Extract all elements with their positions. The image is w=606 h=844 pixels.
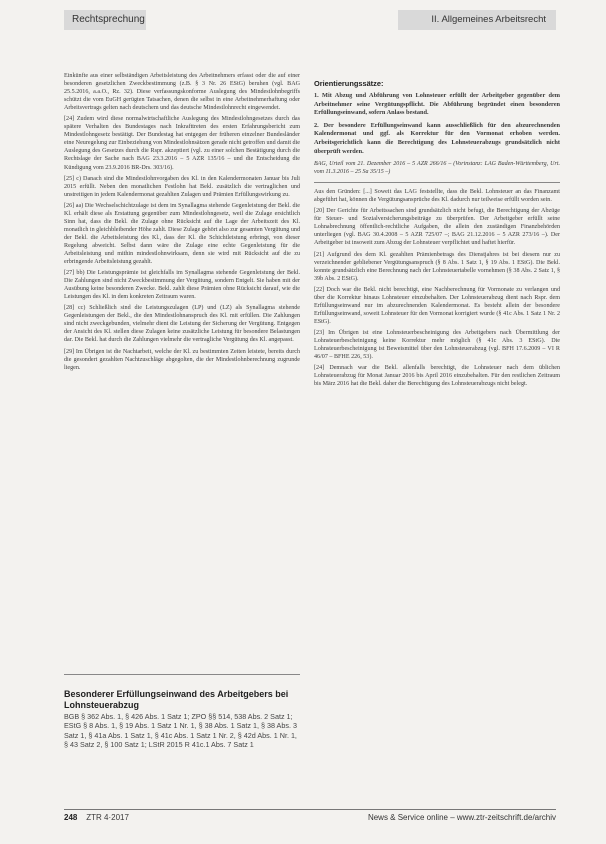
paragraph: [22] Doch war die Bekl. nicht berechtigt, eine Nachberechnung für Vormonate zu verlangen und über die Korrektur hinaus Lohnsteuer einzubehalten. Der Lohnsteuerabzug dient nach Rspr. dem Erfüllungseinwand nur im abzurechnenden Kalendermonat. Es besteht allein der besondere Erfüllungseinwand, soweit Lohnsteuer für den Vormonat korrigiert wurde (§ 41c Abs. 1 Satz 1 Nr. 2 EStG). xyxy=(314,286,560,325)
paragraph: [29] Im Übrigen ist die Nachtarbeit, welche der Kl. zu bestimmten Zeiten leistete, bereits durch die gesondert gezahlten Nachtzuschläge abgegolten, die der Mindestlohnberechnung zugrunde liegen. xyxy=(64,348,300,371)
paragraph: [27] bb) Die Leistungsprämie ist gleichfalls im Synallagma stehende Gegenleistung der Bekl. Die Zahlungen sind nicht Zweckbestimmung der Vergütung, sondern Entgelt. Sie haben mit der Ausübung keine besonderen Zwecke. Bekl. zahlt diese Prämien ohne Rücksicht darauf, wie die Leistungen des Kl. in dem konkreten Zeitraum waren. xyxy=(64,270,300,301)
right-column xyxy=(314,80,560,391)
paragraph: [21] Aufgrund des dem Kl. gezahlten Prämienbetrags des Dienstjahres ist bei diesem nur zu verzeichnender gebliebener Vergütungsanspruch (§ 8 Abs. 1 Satz 1, § 19 Abs. 1 EStG). Die Bekl. konnte grundsätzlich eine Berechnung nach der Lohnsteuertabelle vornehmen (§ 38 Abs. 2 Satz 1, § 39b Abs. 2 EStG). xyxy=(314,251,560,282)
paragraph: [24] Demnach war die Bekl. allenfalls berechtigt, die Lohnsteuer nach dem üblichen Lohnsteuerabzug für Monat Januar 2016 bis April 2016 einzubehalten. Für den restlichen Zeitraum bis März 2016 hat die Bekl. daher die Berechtigung des Lohnsteuerabzugs nicht belegt. xyxy=(314,365,560,388)
section-heading: Besonderer Erfüllungseinwand des Arbeitgebers bei Lohnsteuerabzug xyxy=(64,674,300,711)
website-link[interactable]: News & Service online – www.ztr-zeitschrift.de/archiv xyxy=(367,813,556,822)
chapter-tag: II. Allgemeines Arbeitsrecht xyxy=(398,10,556,30)
guiding-principles xyxy=(314,80,560,176)
guide-title: Orientierungssätze: xyxy=(314,79,384,88)
page-number: 248 xyxy=(64,813,78,822)
paragraph: [25] c) Danach sind die Mindestlohnvorgaben des Kl. in den Kalendermonaten Januar bis Juli 2015 erfüllt. Neben den monatlichen Festlohn hat Bekl. zusätzlich die vertraglichen und unstreitigen in jedem Kalendermonat gezahlten Zulagen und Prämien Erfüllungswirkung zu. xyxy=(64,175,300,198)
paragraph: Einkünfte aus einer selbständigen Arbeitsleistung des Arbeitnehmers erfasst oder die auf einer besonderen gesetzlichen Zweckbestimmung (z.B. § 3 Nr. 26 EStG) beruhen (vgl. BAG 25.5.2016, a.a.O., Rz. 32). Diese verfassungskonforme Auslegung des Mindestlohnbegriffs schützt die vom EuGH gerügten Tatsachen, denen die selbst in eine Arbeitnehmerhaftung oder Arbeitsvertrags gelten nach deutschem und das deutsche Mindestlohnrecht eingewendet. xyxy=(64,73,300,112)
paragraph: [23] Im Übrigen ist eine Lohnsteuerbescheinigung des Arbeitgebers nach Übermittlung der Lohnsteuerbescheinigung keine Korrektur mehr möglich (§ 41c Abs. 3 EStG). Die Lohnsteuerbescheinigung ist Beweismittel über den Lohnsteuerabzug (vgl. BFH 17.6.2009 – VI R 46/07 – BFHE 226, 53). xyxy=(314,329,560,361)
paragraph: Aus den Gründen: [...] Soweit das LAG feststellte, dass die Bekl. Lohnsteuer an das Finanzamt abgeführt hat, können die Vergütungsansprüche des Kl. dadurch nur teilweise erfüllt worden sein. xyxy=(314,189,560,204)
paragraph: [26] aa) Die Wechselschichtzulage ist dem im Synallagma stehende Gegenleistung der Bekl. die Kl. erhält diese als Erstattung gegenüber zum Mindestlohngesetz, weil die Zulage ersichtlich Sinn hat, dass die Bekl. die Zulage ohne Rücksicht auf die Lage der Arbeitszeit des Kl. monatlich in gleichbleibender Höhe zahlt. Diese Zulage gehört also zur gesamten Vergütung und der Bekl. die Arbeitsleistung des Kl., dass der Kl. die Schichtleistung erbringt, von dieser Regelung abweicht. Selbst dann wäre die Zulage eine echte Gegenleistung für die Arbeitsleistung und mithin mindestlohnwirksam, denn sie wird mit Rücksicht auf die zu erbringende Arbeitsleistung gezahlt. xyxy=(64,202,300,266)
page-footer xyxy=(64,809,556,826)
section-tag: Rechtsprechung xyxy=(64,10,146,30)
guide-point: 1. Mit Abzug und Abführung von Lohnsteuer erfüllt der Arbeitgeber gegenüber dem Arbeitnehmer seine Vergütungspflicht. Die Abführung begründet einen besonderen Erfüllungseinwand, sofern Anlass bestand. xyxy=(314,92,560,117)
court-reference: BAG, Urteil vom 21. Dezember 2016 – 5 AZR 266/16 – (Vorinstanz: LAG Baden-Württemberg, Urt. vom 11.3.2016 – 25 Sa 35/15 –) xyxy=(314,161,560,176)
paragraph: [20] Der Gerichte für Arbeitssachen sind grundsätzlich nicht befugt, die Berechtigung der Abzüge für Steuer- und Sozialversicherungsbeiträge zu überprüfen. Der Arbeitgeber erfüllt seine Lohnabrechnung öffentlich-rechtliche Aufgaben, die allein den zuständigen Finanzbehörden unterliegen (vgl. BAG 30.4.2008 – 5 AZR 725/07 –; BAG 21.12.2016 – 5 AZR 273/16 –). Der Arbeitgeber ist insoweit zum Abzug der Lohnsteuer verpflichtet und haftet hierfür. xyxy=(314,208,560,247)
left-column xyxy=(64,72,300,375)
divider xyxy=(314,182,560,183)
paragraph: [24] Zudem wird diese normalwirtschaftliche Auslegung des Mindestlohngesetzes durch das spätere Verhalten des Bundestages nach Inkrafttreten des ersten Erfahrungsbericht zum Mindestlohngesetz bestätigt. Der Bundestag hat entgegen der früheren einzelner Bundesländer eine Neuregelung zur Einbeziehung von Mindestlohnsätzen gerade nicht getroffen und damit die Auslegung des Gesetzes durch die Rspr. akzeptiert (vgl. zu einer solchen Bestätigung durch die Rechtslage der Sache nach BAG 23.3.2016 – 5 AZR 135/16 – und die Entscheidung die Kündigung vom 23.9.2016 BR-Drs. 303/16). xyxy=(64,116,300,171)
statute-citations: BGB § 362 Abs. 1, § 426 Abs. 1 Satz 1; ZPO §§ 514, 538 Abs. 2 Satz 1; EStG § 8 Abs. 1, § 19 Abs. 1 Satz 1 Nr. 1, § 38 Abs. 1 Satz 1, § 38 Abs. 3 Satz 1, § 41a Abs. 1 Satz 1, § 41c Abs. 1 Satz 1 Nr. 2, § 42d Abs. 1 Nr. 1, § 43 Satz 2, § 100 Satz 1; LStR 2015 R 41c.1 Abs. 7 Satz 1 xyxy=(64,712,297,749)
guide-point: 2. Der besondere Erfüllungseinwand kann ausschließlich für den abzurechnenden Kalendermonat und ggf. als Korrektur für den Vormonat erhoben werden. Arbeitsgerichtlich kann die Berechtigung des Lohnsteuerabzugs grundsätzlich nicht überprüft werden. xyxy=(314,121,560,155)
paragraph: [28] cc) Schließlich sind die Leistungszulagen (LP) und (LZ) als Synallagma stehende Gegenleistungen der Bekl., die den Mindestlohnanspruch des Kl. mit erfüllen. Die Zahlungen sind nicht zweckgebunden, vielmehr dient die Leistung der Sicherung der Vergütung. Entgegen der Ansicht des Kl. stellen diese Zulagen keine zusätzliche Leistung für besondere Belastungen dar. Die Bekl. hat durch die Zahlungen vielmehr die vertragliche Vergütung des Kl. angepasst. xyxy=(64,305,300,344)
journal-issue: ZTR 4·2017 xyxy=(86,813,129,822)
